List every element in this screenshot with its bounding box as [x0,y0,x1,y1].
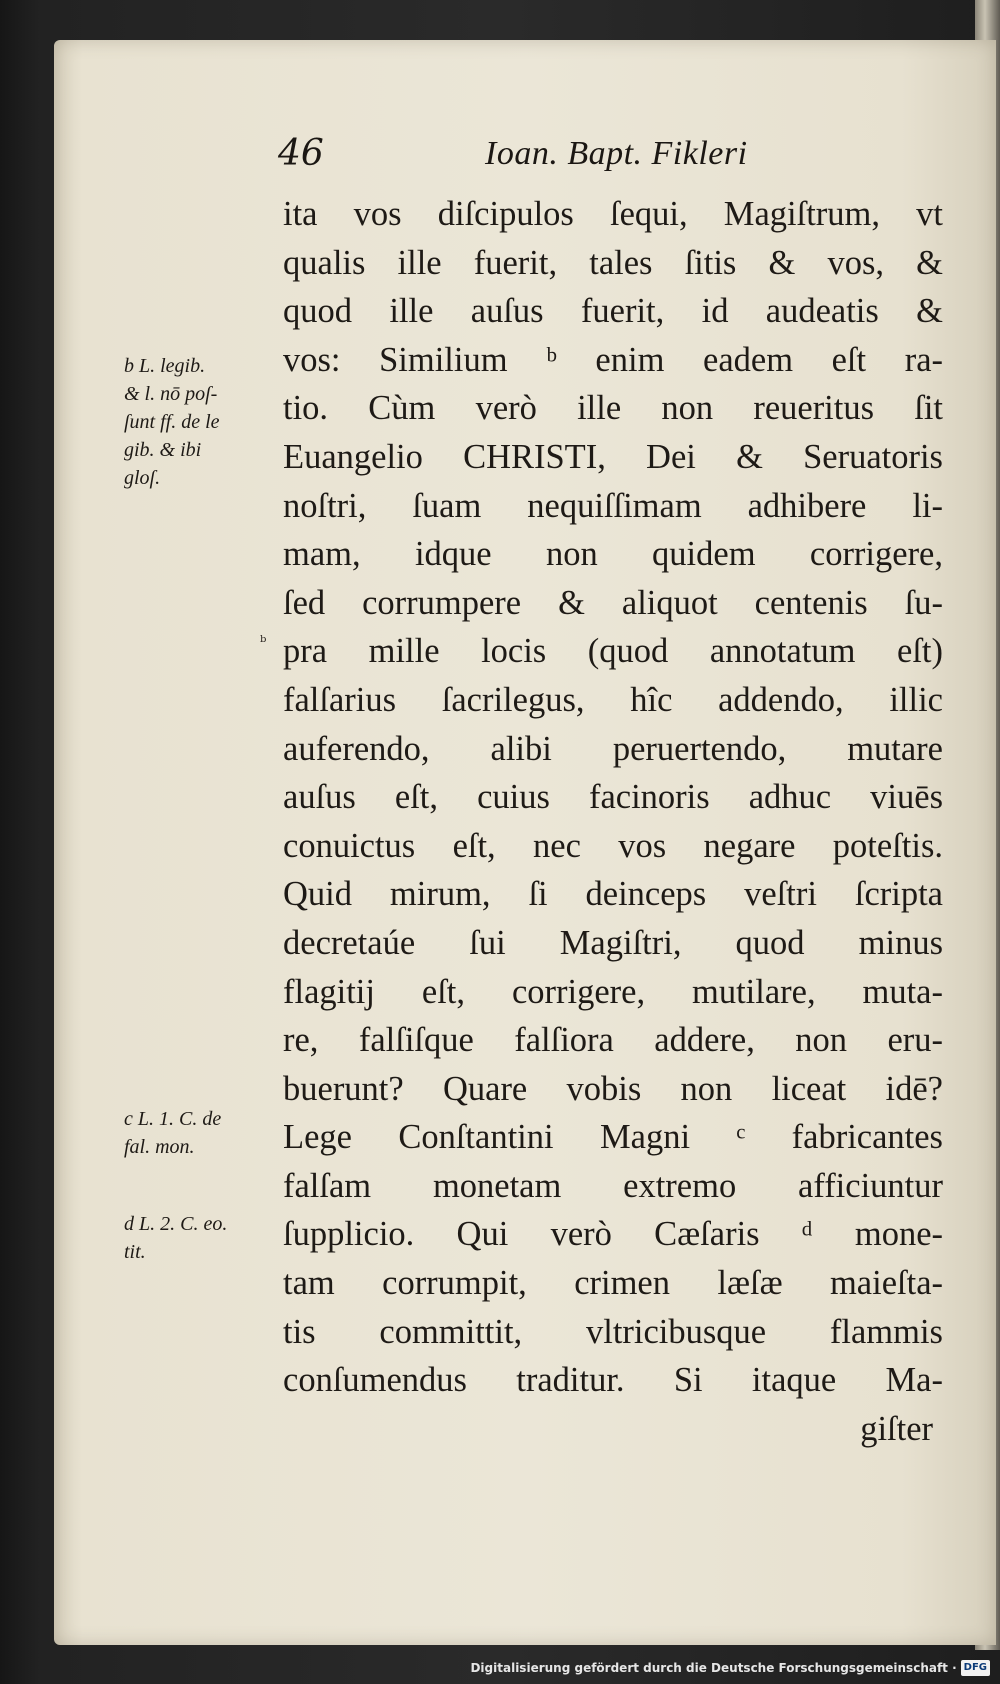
marginal-note-line: fal. mon. [124,1136,195,1158]
marginal-note-line: & l. nō poſ- [124,383,218,405]
body-text [283,190,943,1453]
marginal-note-line: gloſ. [124,467,161,489]
page-number: 46 [278,133,324,174]
text-line: Euangelio CHRISTI, Dei & Seruatoris [283,437,943,476]
marginal-note-line: tit. [124,1241,146,1263]
text-line: falſam monetam extremo afficiuntur [283,1166,943,1205]
text-line: mam, idque non quidem corrigere, [283,535,943,574]
page-header [278,133,938,181]
text-line: tam corrumpit, crimen læſæ maieſta- [283,1264,943,1303]
text-line: ſed corrumpere & aliquot centenis ſu- [283,583,943,622]
text-line: noſtri, ſuam nequiſſimam adhibere li- [283,486,943,525]
text-line: Lege Conſtantini Magni ᶜ fabricantes [283,1118,943,1157]
text-line: tis committit, vltricibusque flammis [283,1312,943,1351]
marginal-note-line: ſunt ff. de le [124,411,220,433]
text-line: re, falſiſque falſiora addere, non eru- [283,1021,943,1060]
marginal-mark: ᵇ [260,632,267,651]
marginal-note-d [124,1210,274,1266]
text-line: Quid mirum, ſi deinceps veſtri ſcripta [283,875,943,914]
marginal-note-line: c L. 1. C. de [124,1108,222,1130]
catchword: giſter [860,1409,933,1448]
text-line: buerunt? Quare vobis non liceat idē? [283,1069,943,1108]
text-line: conuictus eſt, nec vos negare poteſtis. [283,826,943,865]
text-line: falſarius ſacrilegus, hîc addendo, illic [283,680,943,719]
text-line: qualis ille fuerit, tales ſitis & vos, & [283,243,943,282]
text-line: tio. Cùm verò ille non reueritus ſit [283,389,943,428]
text-line: ſupplicio. Qui verò Cæſaris ᵈ mone- [283,1215,943,1254]
text-line: auferendo, alibi peruertendo, mutare [283,729,943,768]
dfg-logo: DFG [961,1660,990,1676]
marginal-note-line: b L. legib. [124,355,206,377]
marginal-note-line: d L. 2. C. eo. [124,1213,228,1235]
text-line: auſus eſt, cuius facinoris adhuc viuēs [283,778,943,817]
text-line: flagitij eſt, corrigere, mutilare, muta- [283,972,943,1011]
marginal-note-line: gib. & ibi [124,439,202,461]
text-line: conſumendus traditur. Si itaque Ma- [283,1361,943,1400]
marginal-note-b [124,352,274,492]
running-head: Ioan. Bapt. Fikleri [485,135,748,172]
text-line: pra mille locis (quod annotatum eſt) [283,632,943,671]
text-line: vos: Similium ᵇ enim eadem eſt ra- [283,340,943,379]
footer-credit: Digitalisierung gefördert durch die Deutsche Forschungsgemeinschaft · [470,1661,957,1675]
digitization-footer [470,1658,990,1678]
marginal-note-c [124,1105,274,1161]
text-line: decretaúe ſui Magiſtri, quod minus [283,923,943,962]
text-line: quod ille auſus fuerit, id audeatis & [283,292,943,331]
text-line: ita vos diſcipulos ſequi, Magiſtrum, vt [283,195,943,233]
